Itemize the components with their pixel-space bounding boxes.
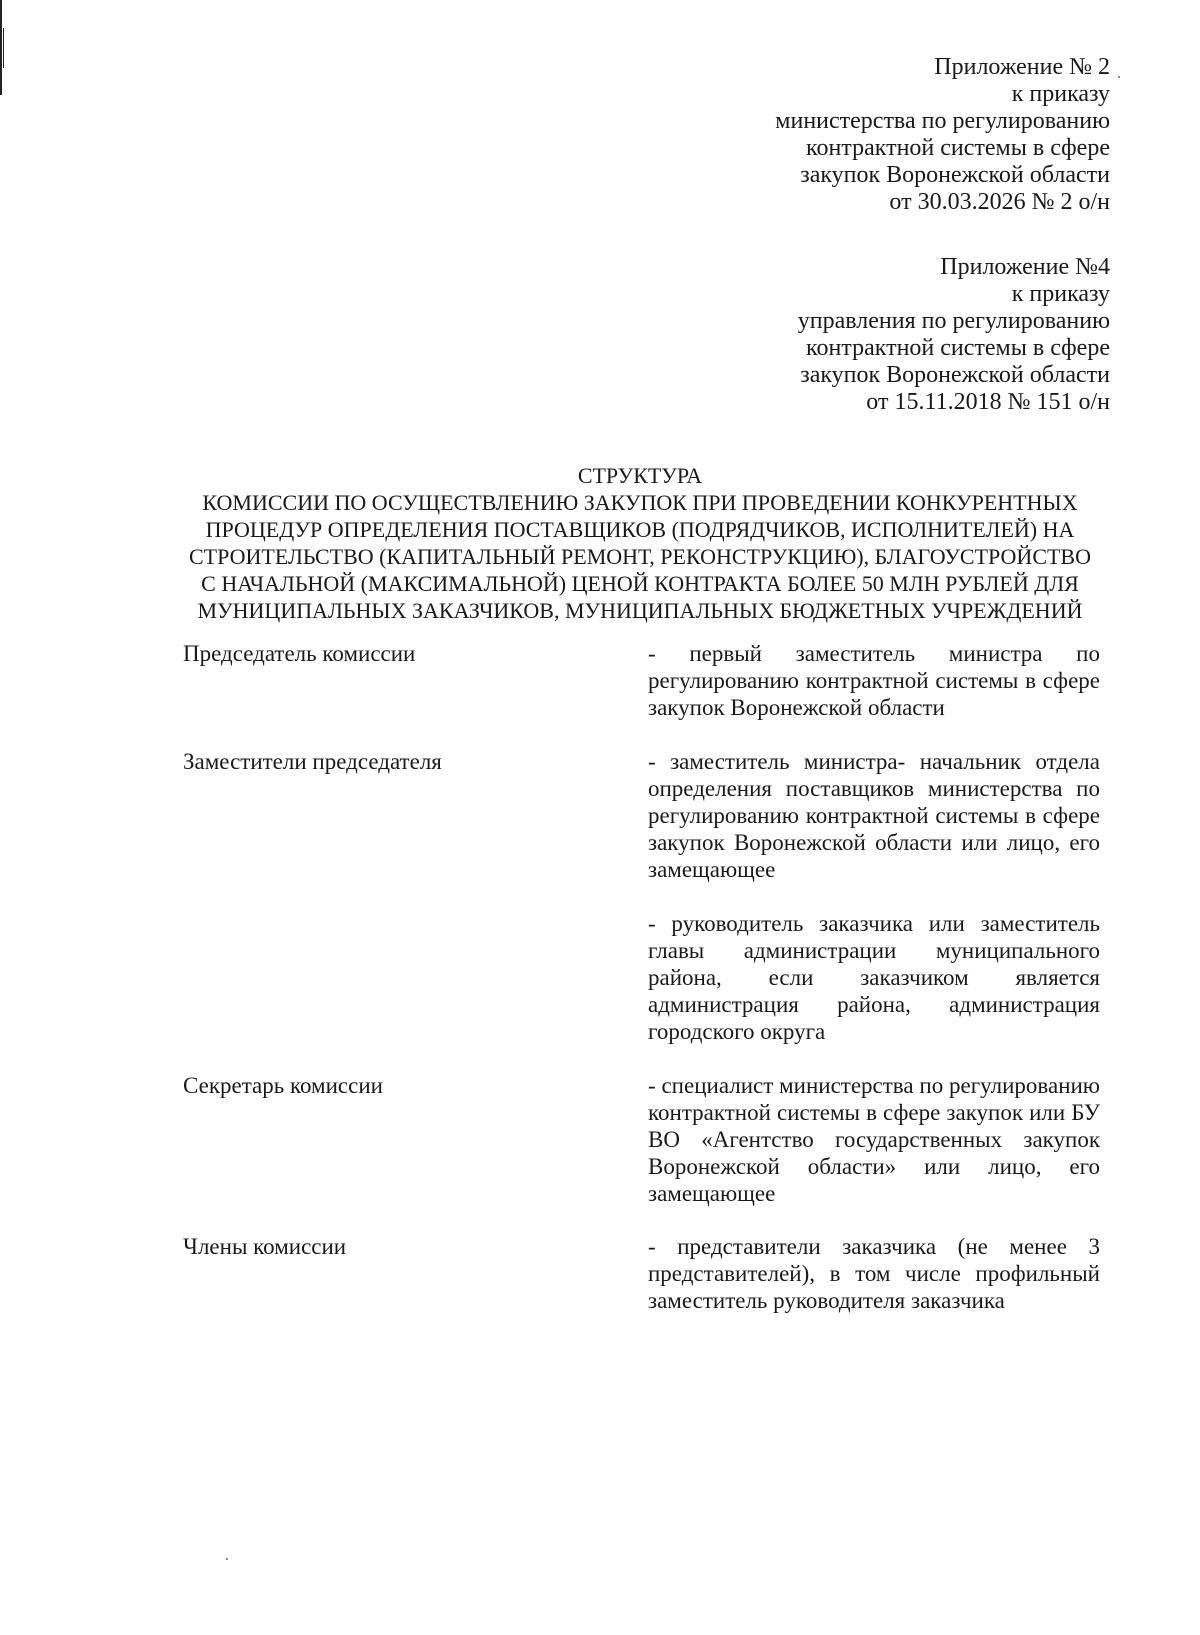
member-role: Секретарь комиссии: [183, 1073, 383, 1098]
appendix-line: от 30.03.2026 № 2 о/н: [889, 189, 1110, 215]
title-line: ПРОЦЕДУР ОПРЕДЕЛЕНИЯ ПОСТАВЩИКОВ (ПОДРЯДЧИКОВ, ИСПОЛНИТЕЛЕЙ) НА: [205, 517, 1075, 542]
title-line: КОМИССИИ ПО ОСУЩЕСТВЛЕНИЮ ЗАКУПОК ПРИ ПРОВЕДЕНИИ КОНКУРЕНТНЫХ: [202, 490, 1078, 515]
appendix-line: управления по регулированию: [797, 308, 1110, 334]
appendix-line: закупок Воронежской области: [800, 162, 1110, 188]
appendix-line: к приказу: [1011, 281, 1110, 307]
description-paragraph: - первый заместитель министра по регулированию контрактной системы в сфере закупок Воронежской области: [648, 641, 1100, 720]
member-role: Председатель комиссии: [183, 641, 416, 666]
appendix-header-current: [690, 54, 1110, 216]
member-description: [648, 640, 1100, 721]
appendix-line: министерства по регулированию: [775, 108, 1110, 134]
member-description: [648, 1233, 1100, 1314]
appendix-line: от 15.11.2018 № 151 о/н: [866, 389, 1110, 415]
document-title: [160, 462, 1120, 624]
appendix-line: контрактной системы в сфере: [806, 335, 1110, 361]
description-paragraph: - руководитель заказчика или заместитель главы администрации муниципального района, если заказчиком является администрация района, администрация городского округа: [648, 911, 1100, 1044]
scan-speck: [1118, 76, 1120, 78]
scan-edge-mark: [3, 28, 4, 68]
member-description: [648, 1072, 1100, 1207]
description-paragraph: - представители заказчика (не менее 3 представителей), в том числе профильный заместитель руководителя заказчика: [648, 1234, 1100, 1313]
appendix-header-previous: [690, 254, 1110, 416]
member-role: Заместители председателя: [183, 749, 442, 774]
scan-edge-mark: [0, 0, 2, 95]
appendix-line: Приложение № 2: [934, 54, 1110, 80]
title-line: С НАЧАЛЬНОЙ (МАКСИМАЛЬНОЙ) ЦЕНОЙ КОНТРАКТА БОЛЕЕ 50 МЛН РУБЛЕЙ ДЛЯ: [201, 571, 1079, 596]
member-description: [648, 748, 1100, 1045]
title-line: СТРУКТУРА: [577, 463, 703, 488]
description-paragraph: - специалист министерства по регулированию контрактной системы в сфере закупок или БУ ВО «Агентство государственных закупок Воронежской области» или лицо, его замещающее: [648, 1073, 1100, 1206]
member-role: Члены комиссии: [183, 1234, 347, 1259]
appendix-line: закупок Воронежской области: [800, 362, 1110, 388]
appendix-line: Приложение №4: [940, 254, 1110, 280]
description-paragraph: - заместитель министра- начальник отдела определения поставщиков министерства по регулированию контрактной системы в сфере закупок Воронежской области или лицо, его замещающее: [648, 749, 1100, 882]
scan-speck: [226, 1558, 228, 1560]
title-line: СТРОИТЕЛЬСТВО (КАПИТАЛЬНЫЙ РЕМОНТ, РЕКОНСТРУКЦИЮ), БЛАГОУСТРОЙСТВО: [188, 544, 1091, 569]
appendix-line: контрактной системы в сфере: [806, 135, 1110, 161]
title-line: МУНИЦИПАЛЬНЫХ ЗАКАЗЧИКОВ, МУНИЦИПАЛЬНЫХ БЮДЖЕТНЫХ УЧРЕЖДЕНИЙ: [197, 598, 1083, 623]
appendix-line: к приказу: [1011, 81, 1110, 107]
